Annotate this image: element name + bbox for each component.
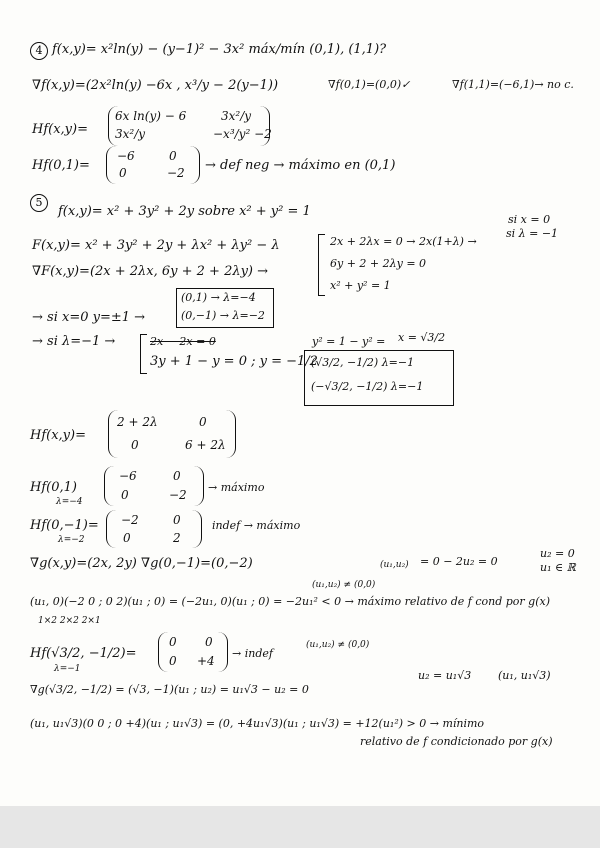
matrix-cell: 0 [169,149,177,163]
matrix-cell: 0 [205,635,213,649]
p5-case-lambda-eq: 3y + 1 − y = 0 ; y = −1/2 [150,354,318,369]
p4-hessian-label: Hf(x,y)= [32,122,88,137]
matrix-cell: 2 + 2λ [117,415,158,429]
p5-grad-g-vec: (u₁,u₂) [380,560,409,570]
matrix-cell: 6x ln(y) − 6 [115,109,187,123]
p5-hessian-label: Hf(x,y)= [30,428,86,443]
matrix-cell: 3x²/y [221,109,252,123]
p5-dims-note: 1×2 2×2 2×1 [38,616,101,626]
matrix-cell: 0 [173,513,181,527]
p5-case-x0-label: → si x=0 y=±1 → [32,310,146,325]
p5-quad-form-line: (u₁, 0)(−2 0 ; 0 2)(u₁ ; 0) = (−2u₁, 0)(u₁ ; 0) = −2u₁² < 0 → máximo relativo de f cond por g(x) [30,595,550,608]
p5-grad-F-line: ∇F(x,y)=(2x + 2λx, 6y + 2 + 2λy) → [32,264,269,279]
p5-final-quad-line: (u₁, u₁√3)(0 0 ; 0 +4)(u₁ ; u₁√3) = (0, +4u₁√3)(u₁ ; u₁√3) = +12(u₁²) > 0 → mínimo [30,717,485,730]
p5-case-note-1: si x = 0 [508,213,551,226]
p5-u2-zero: u₂ = 0 [540,547,575,560]
matrix-cell: 6 + 2λ [185,438,226,452]
matrix-cell: −x³/y² −2 [213,127,272,141]
p5-case-x0-point-1: (0,1) → λ=−4 [181,291,256,304]
p4-hessian-matrix [108,106,270,146]
p5-h0m1-sub: λ=−2 [58,535,85,545]
p5-case-note-2: si λ = −1 [506,227,559,240]
p4-gradient-at-11: ∇f(1,1)=(−6,1)→ no c. [452,78,574,91]
p5-case-lambda-point-1: (√3/2, −1/2) λ=−1 [311,356,415,369]
p5-x-value: x = √3/2 [398,331,446,344]
p5-case-lambda-brace [140,334,147,374]
matrix-cell: 0 [169,654,177,668]
matrix-cell: 2 [173,531,181,545]
p5-h-sqrt-sub: λ=−1 [54,664,81,674]
p5-system-eq3: x² + y² = 1 [330,279,391,292]
p4-gradient-at-01: ∇f(0,1)=(0,0)✓ [328,78,411,91]
p5-h01-sub: λ=−4 [56,497,83,507]
matrix-cell: 0 [119,166,127,180]
matrix-cell: 3x²/y [115,127,146,141]
p5-lagrangian-line: F(x,y)= x² + 3y² + 2y + λx² + λy² − λ [32,238,280,253]
p5-u-nonzero-note-2: (u₁,u₂) ≠ (0,0) [306,640,370,650]
p5-u-vec: (u₁, u₁√3) [498,669,551,682]
problem-number-4: 4 [30,42,48,60]
p5-grad-g-sqrt-line: ∇g(√3/2, −1/2) = (√3, −1)(u₁ ; u₂) = u₁√3 − u₂ = 0 [30,683,309,696]
p4-function-line: f(x,y)= x²ln(y) − (y−1)² − 3x² máx/mín (0,1), (1,1)? [52,42,387,57]
p5-h01-conclusion: → máximo [208,481,265,494]
p5-grad-g-line: ∇g(x,y)=(2x, 2y) ∇g(0,−1)=(0,−2) [30,556,253,571]
p5-u-nonzero-note: (u₁,u₂) ≠ (0,0) [312,580,376,590]
matrix-cell: 0 [199,415,207,429]
matrix-cell: 0 [121,488,129,502]
p5-h0m1-label: Hf(0,−1)= [30,518,99,533]
matrix-cell: −2 [121,513,139,527]
p4-conclusion: → def neg → máximo en (0,1) [205,158,396,173]
p5-y-squared: y² = 1 − y² = [312,335,386,348]
p5-grad-g-result: = 0 − 2u₂ = 0 [420,555,498,568]
p5-function-line: f(x,y)= x² + 3y² + 2y sobre x² + y² = 1 [58,204,311,219]
scan-bottom-edge [0,806,600,848]
matrix-cell: 0 [169,635,177,649]
p4-hessian-at-matrix [106,146,200,184]
p5-u2-expr: u₂ = u₁√3 [418,669,472,682]
p5-h0m1-matrix [106,510,202,548]
matrix-cell: 0 [123,531,131,545]
matrix-cell: −6 [117,149,135,163]
p5-h-sqrt-matrix [158,632,228,672]
p5-system-brace [318,234,325,296]
p5-case-lambda-box [304,350,454,406]
p5-h0m1-conclusion: indef → máximo [212,519,301,532]
p5-h-sqrt-conclusion: → indef [232,647,273,660]
p5-case-x0-box [176,288,274,328]
p5-system-eq2: 6y + 2 + 2λy = 0 [330,257,427,270]
p5-case-lambda-struck: 2x − 2x = 0 [150,335,216,348]
p5-h-sqrt-label: Hf(√3/2, −1/2)= [30,646,137,661]
p5-hessian-matrix [108,410,236,458]
matrix-cell: −2 [167,166,185,180]
matrix-cell: 0 [131,438,139,452]
p5-h01-matrix [104,466,204,506]
p5-case-lambda-point-2: (−√3/2, −1/2) λ=−1 [311,380,424,393]
p4-hessian-at-label: Hf(0,1)= [32,158,90,173]
matrix-cell: +4 [197,654,215,668]
p5-case-x0-point-2: (0,−1) → λ=−2 [181,309,265,322]
problem-number-5: 5 [30,194,48,212]
p5-h01-label: Hf(0,1) [30,480,77,495]
p5-case-lambda-label: → si λ=−1 → [32,334,116,349]
p5-u1-real: u₁ ∈ ℝ [540,561,576,574]
p4-gradient-line: ∇f(x,y)=(2x²ln(y) −6x , x³/y − 2(y−1)) [32,78,279,93]
matrix-cell: −6 [119,469,137,483]
p5-final-conclusion: relativo de f condicionado por g(x) [360,735,553,748]
p5-system-eq1: 2x + 2λx = 0 → 2x(1+λ) → [330,235,477,248]
matrix-cell: −2 [169,488,187,502]
matrix-cell: 0 [173,469,181,483]
